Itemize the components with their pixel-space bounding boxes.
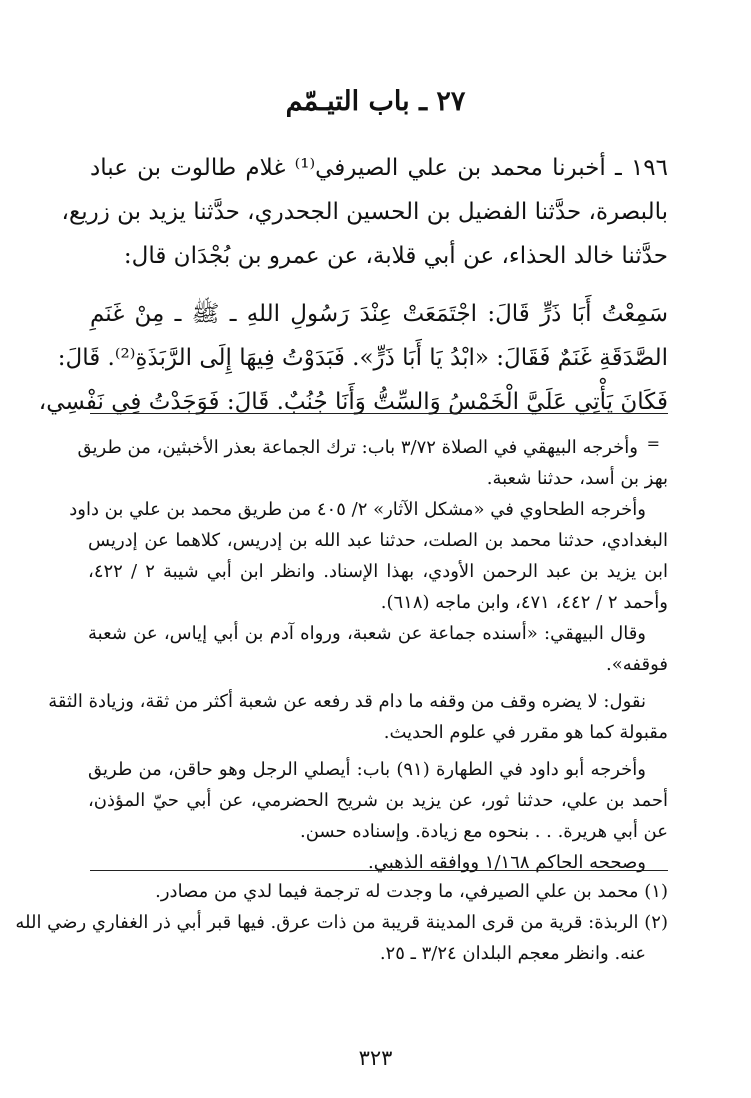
- main-line: ١٩٦ ـ أخبرنا محمد بن علي الصيرفي⁽¹⁾ غلام طالوت بن عباد: [90, 155, 668, 181]
- footnotes-separator: [90, 870, 668, 871]
- note-line: وأخرجه البيهقي في الصلاة ٣/٧٢ باب: ترك الجماعة بعذر الأخبثين، من طريق: [77, 437, 638, 458]
- note-paragraph: [69, 494, 668, 618]
- note-line: نقول: لا يضره وقف من وقفه ما دام قد رفعه عن شعبة أكثر من ثقة، وزيادة الثقة: [48, 691, 646, 712]
- main-line: حدَّثنا خالد الحذاء، عن أبي قلابة، عن عمرو بن بُجْدَان قال:: [123, 243, 668, 269]
- footnote-2: (٢) الربذة: قرية من قرى المدينة قريبة من ذات عرق. فيها قبر أبي ذر الغفاري رضي الله: [15, 912, 668, 933]
- footnote-2-continued: عنه. وانظر معجم البلدان ٣/٢٤ ـ ٢٥.: [379, 943, 646, 964]
- hadith-text: [38, 292, 668, 424]
- chapter-title: ٢٧ ـ باب التيـمّم: [285, 86, 466, 117]
- hadith-line: الصَّدَقَةِ غَنَمٌ فَقَالَ: «ابْدُ يَا أَبَا ذَرٍّ». فَبَدَوْتُ فِيهَا إِلَى الرَّبَذَةِ⁽²⁾. قَالَ:: [57, 345, 668, 371]
- note-line: مقبولة كما هو مقرر في علوم الحديث.: [383, 722, 668, 743]
- note-line: عن أبي هريرة. . . بنحوه مع زيادة. وإسناده حسن.: [299, 821, 668, 842]
- note-line: ابن يزيد بن عبد الرحمن الأودي، بهذا الإسناد. وانظر ابن أبي شيبة ٢ / ٤٢٢،: [88, 561, 668, 582]
- footnote-1: (١) محمد بن علي الصيرفي، ما وجدت له ترجمة فيما لدي من مصادر.: [155, 881, 668, 902]
- hadith-line: سَمِعْتُ أَبَا ذَرٍّ قَالَ: اجْتَمَعَتْ عِنْدَ رَسُولِ اللهِ ـ ﷺ ـ مِنْ غَنَمِ: [90, 301, 668, 327]
- note-paragraph: [48, 686, 668, 748]
- note-paragraph: [88, 754, 668, 878]
- note-line: فوقفه».: [606, 654, 668, 675]
- note-paragraph: [77, 432, 668, 494]
- main-text: [38, 146, 668, 424]
- continuation-mark: =: [646, 434, 660, 453]
- note-line: بهز بن أسد، حدثنا شعبة.: [486, 468, 668, 489]
- note-line: وأخرجه الطحاوي في «مشكل الآثار» ٢/ ٤٠٥ من طريق محمد بن علي بن داود: [69, 499, 646, 520]
- hadith-line: فَكَانَ يَأْتِي عَلَيَّ الْخَمْسُ وَالسِّتُّ وَأَنَا جُنُبٌ. قَالَ: فَوَجَدْتُ فِي نَفْسِي،: [38, 389, 668, 415]
- note-line: وقال البيهقي: «أسنده جماعة عن شعبة، ورواه آدم بن أبي إياس، عن شعبة: [88, 623, 646, 644]
- note-line: وأخرجه أبو داود في الطهارة (٩١) باب: أيصلي الرجل وهو حاقن، من طريق: [88, 759, 646, 780]
- note-line: أحمد بن علي، حدثنا ثور، عن يزيد بن شريح الحضرمي، عن أبي حيّ المؤذن،: [88, 790, 668, 811]
- page-number: ٣٢٣: [358, 1046, 393, 1070]
- note-line: البغدادي، حدثنا محمد بن الصلت، حدثنا عبد الله بن إدريس، كلاهما عن إدريس: [88, 530, 668, 551]
- note-paragraph: [88, 618, 668, 680]
- notes-section: [48, 432, 668, 878]
- footnotes-section: [15, 876, 668, 969]
- notes-separator: [90, 413, 668, 414]
- main-line: بالبصرة، حدَّثنا الفضيل بن الحسين الجحدري، حدَّثنا يزيد بن زريع،: [61, 199, 668, 225]
- note-line: وأحمد ٢ / ٤٤٢، ٤٧١، وابن ماجه (٦١٨).: [380, 592, 668, 613]
- note-line: وصححه الحاكم ١/١٦٨ ووافقه الذهبي.: [368, 852, 646, 873]
